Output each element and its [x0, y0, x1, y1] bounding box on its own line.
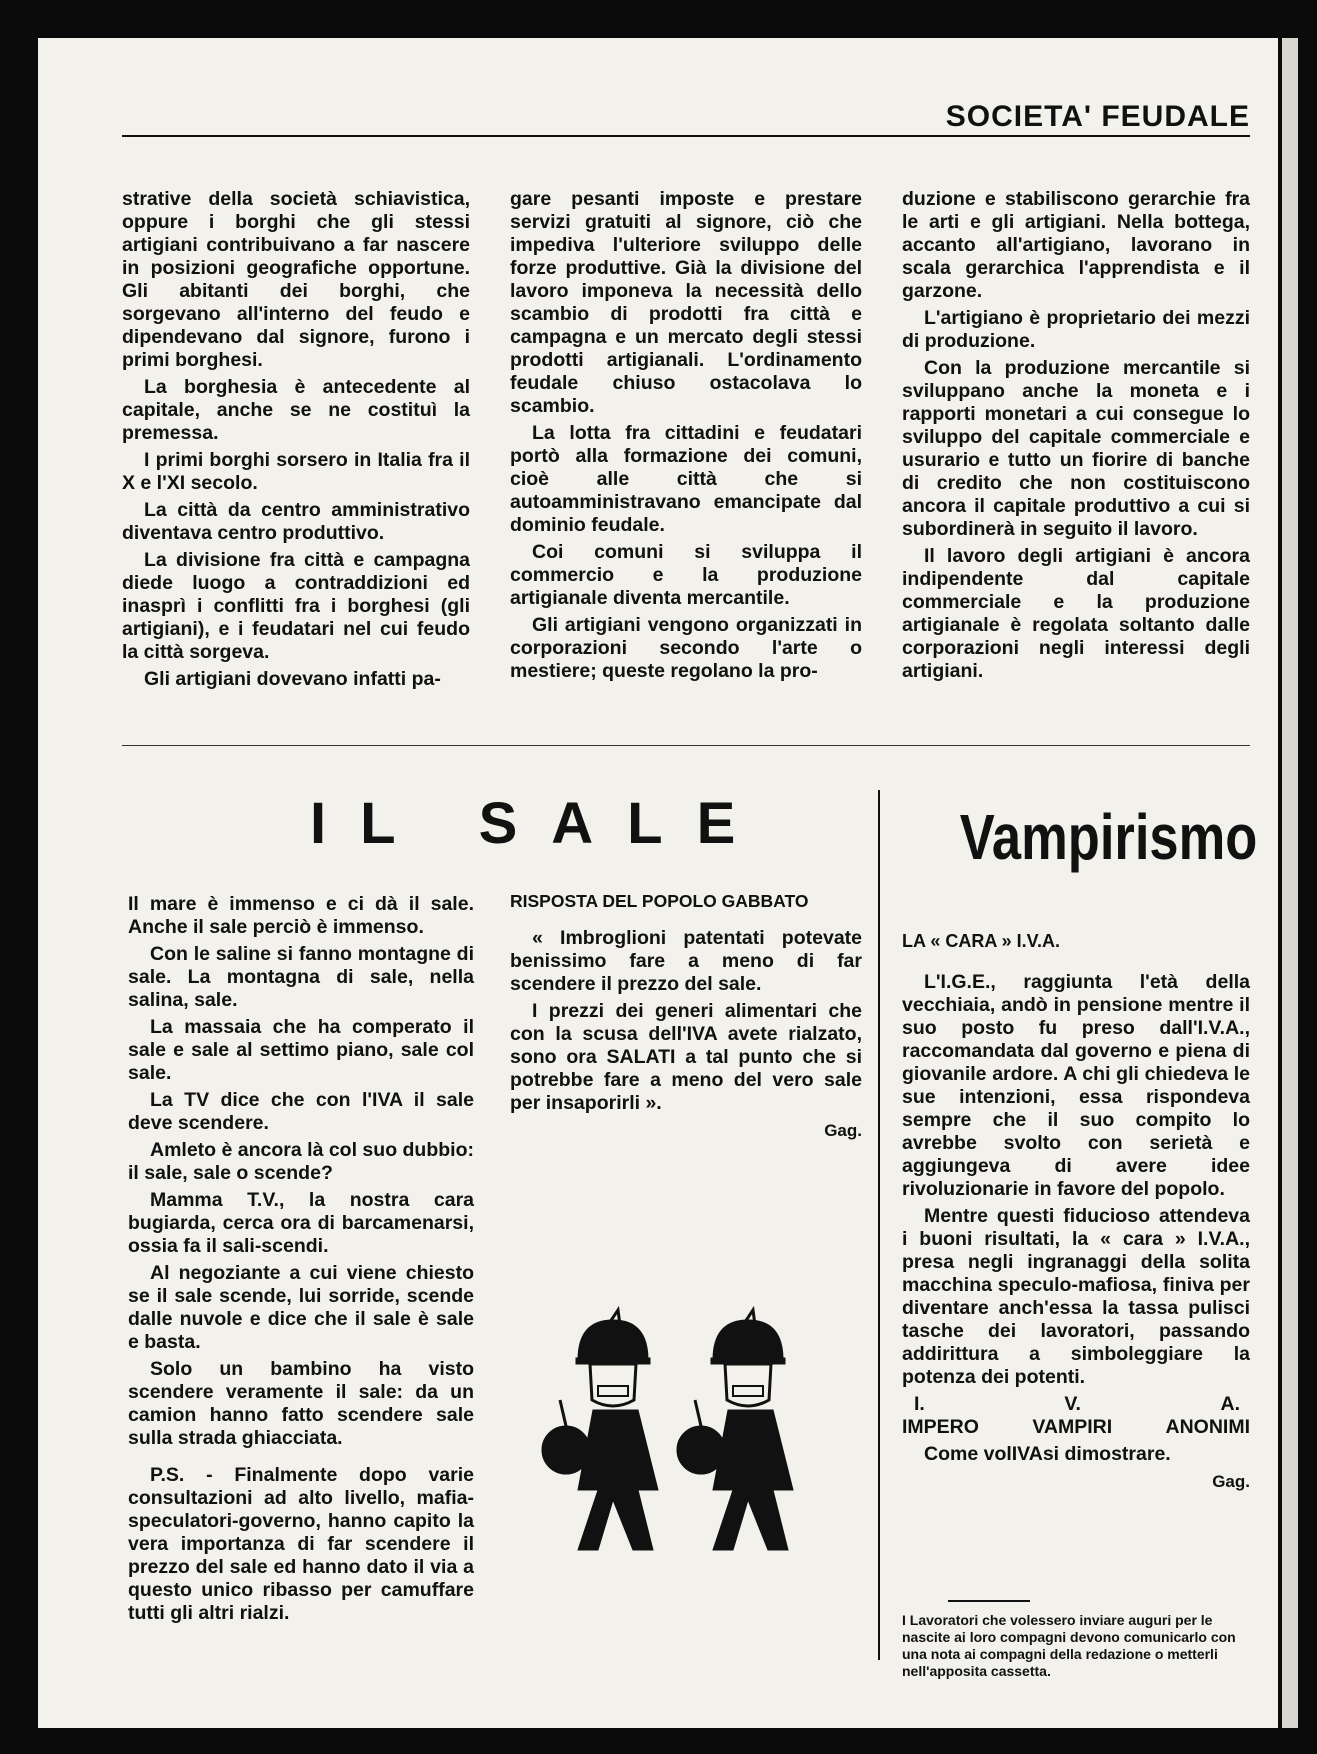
- paragraph: L'I.G.E., raggiunta l'età della vecchiaia, andò in pensione mentre il suo posto fu preso dall'I.V.A., raccomandata dal governo e piena di giovanile ardore. A chi gli chiedeva le sue intenzioni, essa rispondeva sempre che il suo compito lo avrebbe svolto con serietà e aggiungeva di avere idee rivoluzionarie in favore del popolo.: [902, 971, 1250, 1200]
- acronym-letter: V.: [1064, 1393, 1081, 1415]
- acronym-letter: I.: [914, 1393, 925, 1415]
- paragraph: Al negoziante a cui viene chiesto se il sale scende, lui sorride, scende dalle nuvole e dice che il sale è sale e basta.: [128, 1262, 474, 1353]
- notice-box: I Lavoratori che volessero inviare auguri per le nascite ai loro compagni devono comunicarlo con una nota ai compagni della redazione o metterli nell'apposita cassetta.: [902, 1612, 1236, 1679]
- signature: Gag.: [1212, 1472, 1250, 1491]
- section-divider: [122, 745, 1250, 746]
- signature: Gag.: [824, 1121, 862, 1140]
- paragraph: « Imbroglioni patentati potevate benissimo fare a meno di far scendere il prezzo del sale.: [510, 927, 862, 995]
- vampirismo-title: Vampirismo: [959, 801, 1258, 873]
- acronym-letters: [902, 1393, 1250, 1416]
- paragraph: gare pesanti imposte e prestare servizi gratuiti al signore, ciò che impediva l'ulteriore sviluppo delle forze produttive. Già la divisione del lavoro imponeva la necessità dello scambio di prodotti fra città e campagna e un mercato degli stessi prodotti artigianali. L'ordinamento feudale chiuso ostacolava lo scambio.: [510, 188, 862, 417]
- acronym-words: [902, 1416, 1250, 1439]
- next-page-edge: [1282, 38, 1298, 1728]
- ps-text: - Finalmente dopo varie consultazioni ad alto livello, mafia-speculatori-governo, hanno capito la vera importanza di far scendere il prezzo del sale ed hanno dato il via a questo unico ribasso per camuffare tutti gli altri rialzi.: [128, 1464, 474, 1624]
- paragraph: Mamma T.V., la nostra cara bugiarda, cerca ora di barcamenarsi, ossia fa il sali-scendi.: [128, 1189, 474, 1257]
- il-sale-column: [128, 893, 474, 1629]
- risposta-heading: RISPOSTA DEL POPOLO GABBATO: [510, 891, 809, 911]
- paragraph: I prezzi dei generi alimentari che con la scusa dell'IVA avete rialzato, sono ora SALATI a tal punto che si potrebbe fare a meno del vero sale per insaporirli ».: [510, 1000, 862, 1114]
- paragraph: La divisione fra città e campagna diede luogo a contraddizioni ed inasprì i conflitti fra i borghesi (gli artigiani), e i feudatari nel cui feudo la città sorgeva.: [122, 549, 470, 663]
- paragraph: La TV dice che con l'IVA il sale deve scendere.: [128, 1089, 474, 1134]
- paragraph: La massaia che ha comperato il sale e sale al settimo piano, sale col sale.: [128, 1016, 474, 1084]
- closing-line: Come volIVAsi dimostrare.: [924, 1443, 1171, 1465]
- vampirismo-column: [902, 930, 1250, 1493]
- paragraph: La borghesia è antecedente al capitale, anche se ne costituì la premessa.: [122, 376, 470, 444]
- postscript: [128, 1464, 474, 1625]
- paragraph: duzione e stabiliscono gerarchie fra le arti e gli artigiani. Nella bottega, accanto all'artigiano, lavorano in scala gerarchica l'apprendista e il garzone.: [902, 188, 1250, 302]
- paragraph: Il mare è immenso e ci dà il sale. Anche il sale perciò è immenso.: [128, 893, 474, 938]
- column-divider: [878, 790, 880, 1660]
- paragraph: La città da centro amministrativo diventava centro produttivo.: [122, 499, 470, 544]
- notice-rule: [948, 1600, 1030, 1602]
- vampirismo-subhead: LA « CARA » I.V.A.: [902, 931, 1061, 951]
- paragraph: strative della società schiavistica, oppure i borghi che gli stessi artigiani contribuivano a far nascere in posizioni geografiche opportune. Gli abitanti dei borghi, che sorgevano all'interno del feudo e dipendevano dal signore, furono i primi borghesi.: [122, 188, 470, 371]
- top-article-column-2: [510, 188, 862, 687]
- paragraph: Il lavoro degli artigiani è ancora indipendente dal capitale commerciale e la produzione artigianale è regolata soltanto dalle corporazioni negli interessi degli artigiani.: [902, 545, 1250, 682]
- acronym-word: ANONIMI: [1165, 1416, 1250, 1438]
- paragraph: La lotta fra cittadini e feudatari portò alla formazione dei comuni, cioè alle città che si autoamministravano emancipate dal dominio feudale.: [510, 422, 862, 536]
- paragraph: Coi comuni si sviluppa il commercio e la produzione artigianale diventa mercantile.: [510, 541, 862, 609]
- il-sale-title: IL SALE: [310, 791, 770, 856]
- acronym-word: IMPERO: [902, 1416, 979, 1438]
- header-rule: [122, 135, 1250, 137]
- top-article-column-3: [902, 188, 1250, 687]
- paragraph: Solo un bambino ha visto scendere veramente il sale: da un camion hanno fatto scendere sale sulla strada ghiacciata.: [128, 1358, 474, 1449]
- top-article-column-1: [122, 188, 470, 695]
- paragraph: Mentre questi fiducioso attendeva i buoni risultati, la « cara » I.V.A., presa negli ingranaggi della solita macchina speculo-mafiosa, finiva per diventare anch'essa la tassa pulisci tasche dei lavoratori, passando addirittura a simboleggiare la potenza dei potenti.: [902, 1205, 1250, 1388]
- paragraph: Con la produzione mercantile si sviluppano anche la moneta e i rapporti monetari a cui consegue lo sviluppo del capitale commerciale e usurario e tutto un fiorire di banche di credito che non costituiscono ancora il capitale produttivo a cui si subordinerà in seguito il lavoro.: [902, 357, 1250, 540]
- paragraph: Gli artigiani vengono organizzati in corporazioni secondo l'arte o mestiere; queste regolano la pro-: [510, 614, 862, 682]
- acronym-letter: A.: [1220, 1393, 1240, 1415]
- section-title: SOCIETA' FEUDALE: [945, 100, 1250, 133]
- acronym-word: VAMPIRI: [1032, 1416, 1113, 1438]
- ps-label: P.S.: [150, 1464, 185, 1486]
- paragraph: Con le saline si fanno montagne di sale. La montagna di sale, nella salina, sale.: [128, 943, 474, 1011]
- risposta-column: [510, 890, 862, 1142]
- paragraph: I primi borghi sorsero in Italia fra il X e l'XI secolo.: [122, 449, 470, 494]
- cartoon-illustration: [538, 1300, 838, 1600]
- paragraph: L'artigiano è proprietario dei mezzi di produzione.: [902, 307, 1250, 352]
- paragraph: Gli artigiani dovevano infatti pa-: [144, 668, 441, 690]
- paragraph: Amleto è ancora là col suo dubbio: il sale, sale o scende?: [128, 1139, 474, 1184]
